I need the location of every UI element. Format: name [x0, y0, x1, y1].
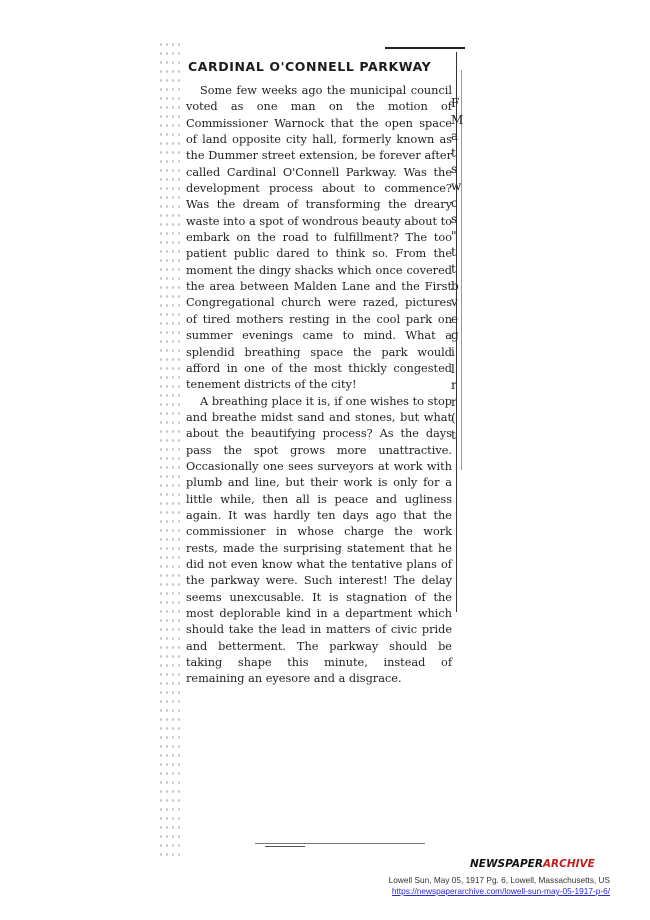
logo-part-newspaper: NEWSPAPER — [470, 858, 543, 870]
adjacent-fragment: e — [451, 311, 459, 326]
article-end-rule — [255, 843, 425, 844]
adjacent-fragment: ( — [451, 411, 456, 426]
adjacent-fragment: c — [451, 195, 458, 210]
adjacent-fragment: b — [451, 278, 459, 293]
adjacent-fragment: s — [451, 162, 458, 177]
column-top-rule — [385, 47, 465, 49]
adjacent-fragment: r — [451, 378, 457, 393]
article-body — [186, 83, 452, 688]
adjacent-fragment: " — [451, 228, 457, 243]
scan-noise-margin — [158, 40, 180, 860]
adjacent-fragment: l — [451, 361, 455, 376]
adjacent-fragment: r — [451, 394, 457, 409]
adjacent-fragment: M — [451, 112, 464, 127]
source-citation: Lowell Sun, May 05, 1917 Pg. 6, Lowell, Massachusetts, US — [388, 875, 610, 885]
adjacent-fragment: w — [451, 178, 462, 193]
adjacent-fragment: g — [451, 328, 459, 343]
article-headline: CARDINAL O'CONNELL PARKWAY — [188, 59, 432, 74]
adjacent-fragment: a — [451, 129, 459, 144]
adjacent-column-fragments — [451, 95, 465, 443]
article-paragraph-2: A breathing place it is, if one wishes to stop and breathe midst sand and stones, but what about the beautifying process? As the days pass the spot grows more unattractive. Occasionally one sees surveyors at work with plumb and line, but their work is only for a little while, then all is peace and ugliness again. It was hardly ten days ago that the commissioner in whose charge the work rests, made the surprising statement that he did not even know what the tentative plans of the parkway were. Such interest! The delay seems unexcusable. It is stagnation of the most deplorable kind in a department which should take the lead in matters of civic pride and betterment. The parkway should be taking shape this minute, instead of remaining an eyesore and a disgrace. — [186, 394, 452, 686]
adjacent-fragment: t — [451, 145, 456, 160]
adjacent-fragment: v — [451, 295, 458, 310]
adjacent-fragment: t — [451, 427, 456, 442]
article-end-rule-short — [265, 846, 305, 847]
source-url-link[interactable]: https://newspaperarchive.com/lowell-sun-may-05-1917-p-6/ — [391, 886, 610, 896]
logo-part-archive: ARCHIVE — [542, 858, 595, 870]
adjacent-fragment: i — [451, 344, 455, 359]
adjacent-fragment: t — [451, 261, 456, 276]
newspaperarchive-logo — [470, 858, 595, 870]
adjacent-fragment: F — [451, 96, 460, 110]
adjacent-fragment: s — [451, 212, 458, 227]
article-paragraph-1: Some few weeks ago the municipal council voted as one man on the motion of Commissioner Warnock that the open space of land opposite city hall, formerly known as the Dummer street extension, be forever after called Cardinal O'Connell Parkway. Was the development process about to commence? Was the dream of transforming the dreary waste into a spot of wondrous beauty about to embark on the road to fulfillment? The too patient public dared to think so. From the moment the dingy shacks which once covered the area between Malden Lane and the First Congregational church were razed, pictures of tired mothers resting in the cool park on summer evenings came to mind. What a splendid breathing space the park would afford in one of the most thickly congested tenement districts of the city! — [186, 84, 452, 392]
adjacent-fragment: t — [451, 245, 456, 260]
